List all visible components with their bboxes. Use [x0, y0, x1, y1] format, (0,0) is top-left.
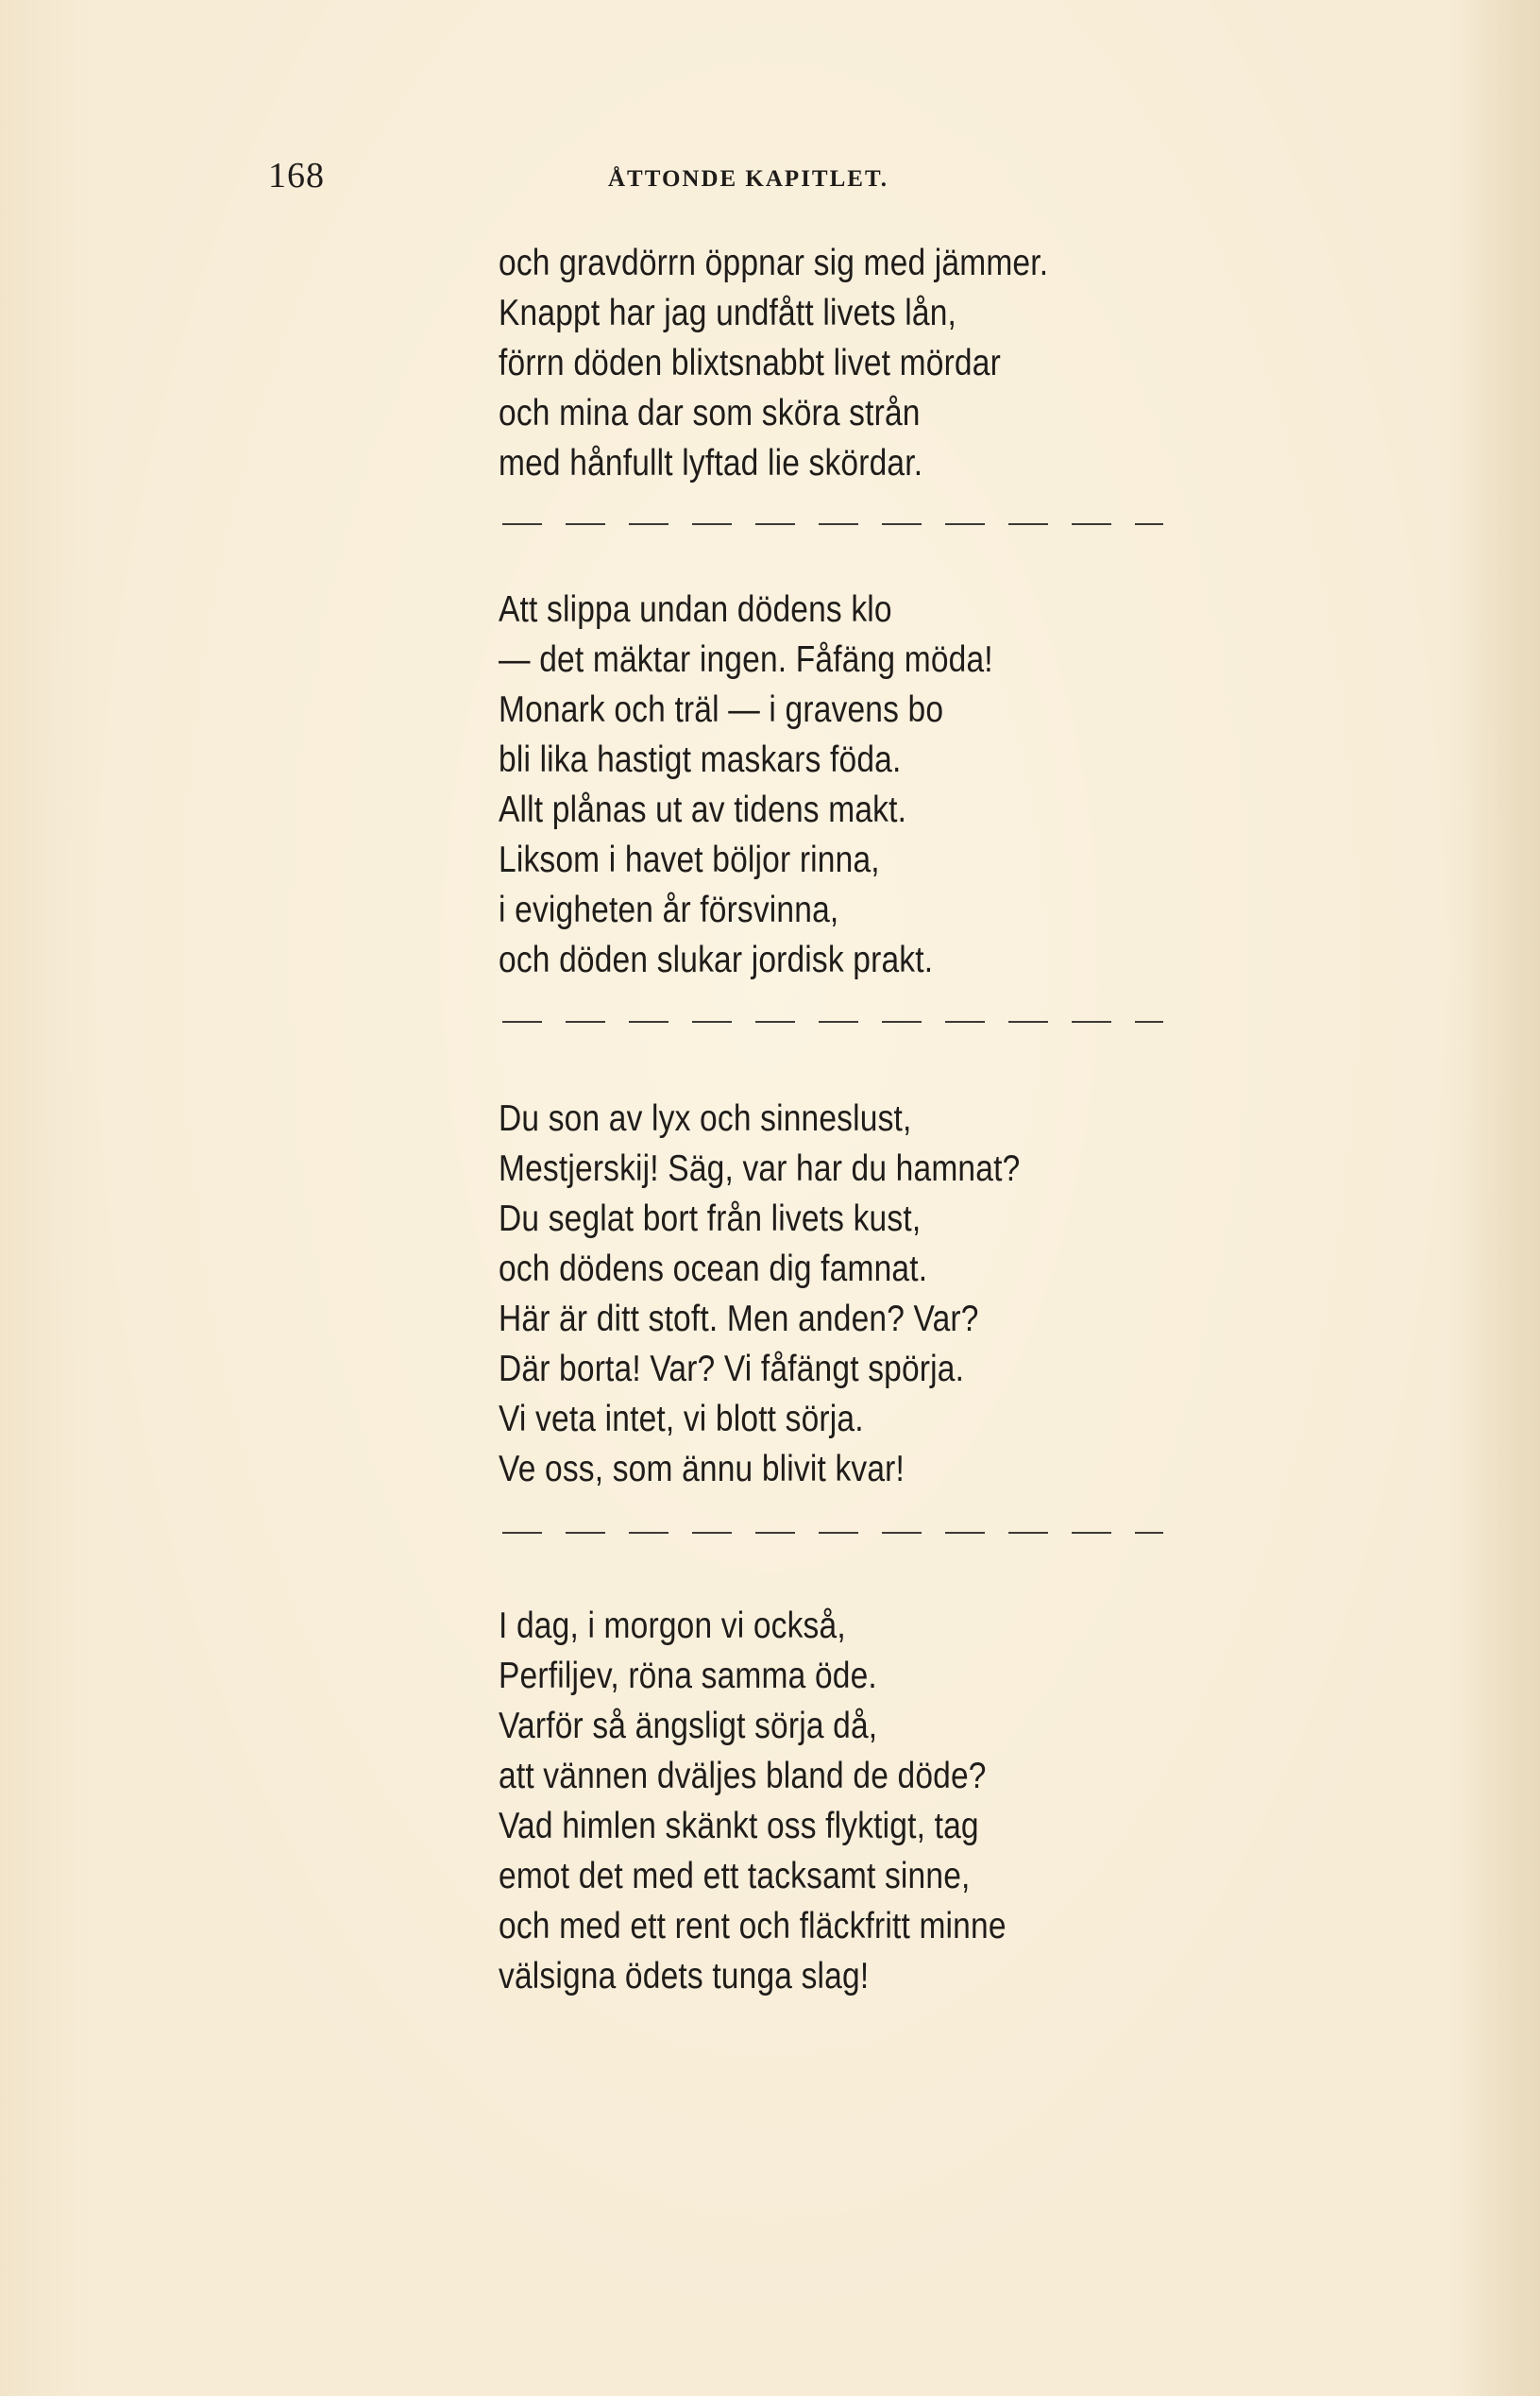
verse-line: välsigna ödets tunga slag! [499, 1956, 870, 1997]
verse-line: Varför så ängsligt sörja då, [499, 1706, 878, 1746]
stanza-divider [502, 523, 1163, 525]
verse-line: i evigheten år försvinna, [499, 890, 839, 930]
verse-line: Knappt har jag undfått livets lån, [499, 293, 957, 333]
verse-line: och dödens ocean dig famnat. [499, 1249, 928, 1289]
stanza-divider [502, 1021, 1163, 1023]
verse-line: Du son av lyx och sinneslust, [499, 1098, 912, 1139]
stanza-3 [499, 1094, 1105, 1494]
verse-line: I dag, i morgon vi också, [499, 1606, 846, 1646]
verse-line: med hånfullt lyftad lie skördar. [499, 443, 923, 484]
verse-line: Vi veta intet, vi blott sörja. [499, 1399, 864, 1439]
page-number: 168 [268, 156, 325, 195]
verse-line: Perfiljev, röna samma öde. [499, 1656, 877, 1696]
verse-line: Allt plånas ut av tidens makt. [499, 790, 907, 830]
verse-line: att vännen dväljes bland de döde? [499, 1756, 987, 1796]
verse-line: Vad himlen skänkt oss flyktigt, tag [499, 1806, 979, 1846]
verse-line: och döden slukar jordisk prakt. [499, 940, 934, 980]
verse-line: och mina dar som sköra strån [499, 393, 921, 433]
stanza-divider [502, 1532, 1163, 1534]
verse-line: Ve oss, som ännu blivit kvar! [499, 1449, 905, 1489]
verse-line: Här är ditt stoft. Men anden? Var? [499, 1299, 979, 1339]
page-edge-shadow [1455, 0, 1540, 2396]
running-head [268, 155, 986, 202]
verse-line: bli lika hastigt maskars föda. [499, 739, 902, 780]
verse-line: förrn döden blixtsnabbt livet mördar [499, 343, 1001, 383]
verse-line: emot det med ett tacksamt sinne, [499, 1856, 971, 1896]
verse-line: Du seglat bort från livets kust, [499, 1198, 922, 1239]
stanza-4 [499, 1601, 1089, 2001]
stanza-1 [499, 238, 1138, 488]
verse-line: Där borta! Var? Vi fåfängt spörja. [499, 1349, 965, 1389]
verse-line: Att slippa undan dödens klo [499, 589, 892, 630]
verse-line: Monark och träl — i gravens bo [499, 689, 944, 730]
stanza-2 [499, 585, 1074, 985]
verse-line: och gravdörrn öppnar sig med jämmer. [499, 243, 1049, 283]
verse-line: Mestjerskij! Säg, var har du hamnat? [499, 1148, 1021, 1189]
chapter-title: ÅTTONDE KAPITLET. [608, 166, 889, 192]
verse-line: Liksom i havet böljor rinna, [499, 840, 880, 880]
verse-line: — det mäktar ingen. Fåfäng möda! [499, 639, 993, 680]
verse-line: och med ett rent och fläckfritt minne [499, 1906, 1007, 1946]
